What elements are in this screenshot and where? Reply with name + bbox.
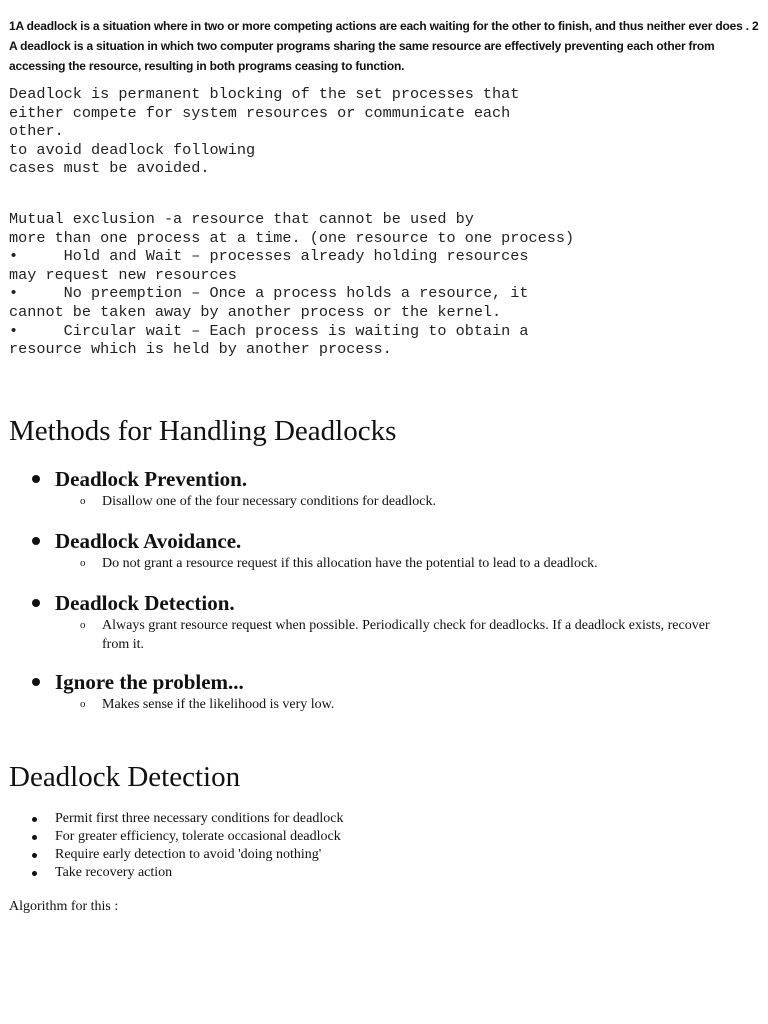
list-item xyxy=(32,828,343,846)
method-description: Always grant resource request when possible. Periodically check for deadlocks. If a deadlock exists, recover from it. xyxy=(102,618,710,652)
list-item-text: Take recovery action xyxy=(55,865,173,880)
bullet-icon xyxy=(32,871,37,876)
method-item xyxy=(32,466,732,511)
sub-bullet-icon: o xyxy=(80,698,86,710)
method-title: Deadlock Detection. xyxy=(55,591,235,615)
method-title: Ignore the problem... xyxy=(55,670,244,694)
detection-heading: Deadlock Detection xyxy=(9,761,241,793)
list-item xyxy=(32,810,343,828)
deadlock-conditions-text: Mutual exclusion -a resource that cannot be used by more than one process at a time. (one resource to one process) • Hold and Wait – processes already holding resources may request new resources • No preemption – Once a process holds a resource, it cannot be taken away by another process or the kernel. • Circular wait – Each process is waiting to obtain a resource which is held by another process. xyxy=(9,210,575,359)
list-item-text: Permit first three necessary conditions for deadlock xyxy=(55,811,344,826)
method-item xyxy=(32,528,732,573)
list-item-text: Require early detection to avoid 'doing nothing' xyxy=(55,847,322,862)
list-item xyxy=(32,846,343,864)
list-item-text: For greater efficiency, tolerate occasional deadlock xyxy=(55,829,341,844)
bullet-icon xyxy=(32,537,40,545)
bullet-icon xyxy=(32,475,40,483)
intro-paragraph: 1A deadlock is a situation where in two or more competing actions are each waiting for the other to finish, and thus neither ever does . 2 A deadlock is a situation in which two computer programs sharing the same resource are effectively preventing each other from accessing the resource, resulting in both programs ceasing to function. xyxy=(9,19,759,73)
bullet-icon xyxy=(32,678,40,686)
method-description: Makes sense if the likelihood is very low. xyxy=(102,697,335,712)
sub-bullet-icon: o xyxy=(80,619,86,631)
method-item xyxy=(32,590,732,654)
detection-list xyxy=(32,810,343,882)
method-description: Do not grant a resource request if this allocation have the potential to lead to a deadlock. xyxy=(102,556,598,571)
sub-bullet-icon: o xyxy=(80,495,86,507)
method-title: Deadlock Avoidance. xyxy=(55,529,242,553)
methods-heading: Methods for Handling Deadlocks xyxy=(9,415,397,447)
algorithm-label: Algorithm for this : xyxy=(9,899,119,914)
method-description: Disallow one of the four necessary conditions for deadlock. xyxy=(102,494,436,509)
method-title: Deadlock Prevention. xyxy=(55,467,248,491)
bullet-icon xyxy=(32,817,37,822)
sub-bullet-icon: o xyxy=(80,557,86,569)
bullet-icon xyxy=(32,853,37,858)
method-item xyxy=(32,669,732,714)
deadlock-definition-text: Deadlock is permanent blocking of the set processes that either compete for system resources or communicate each other. to avoid deadlock following cases must be avoided. xyxy=(9,85,520,178)
list-item xyxy=(32,864,343,882)
bullet-icon xyxy=(32,599,40,607)
bullet-icon xyxy=(32,835,37,840)
